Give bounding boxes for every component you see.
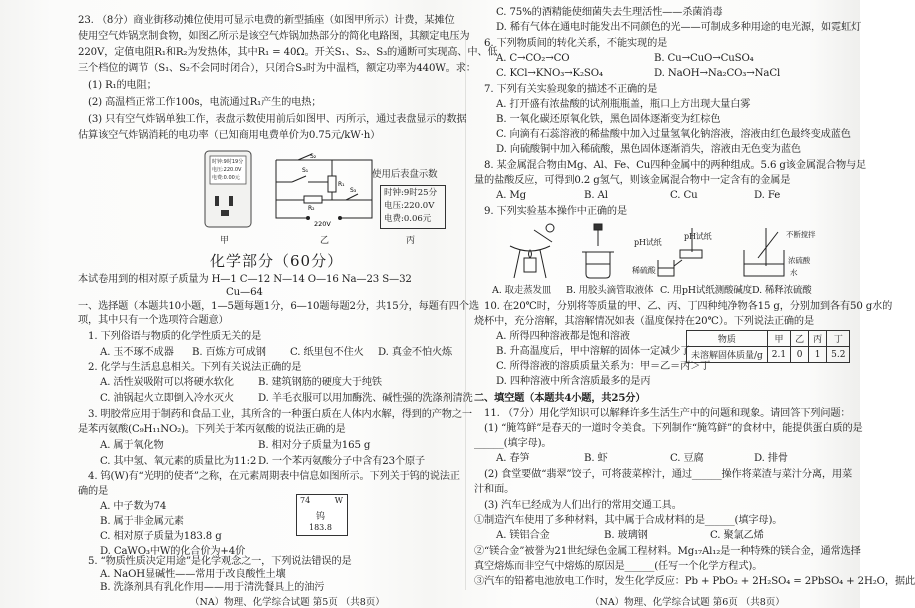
- q11-part1-stem: (1) “腌笃鲜”是春天的一道时令美食。下列制作“腌笃鲜”的食材中，能提供蛋白质的是: [484, 423, 863, 434]
- q1-option-a: A. 玉不琢不成器: [100, 347, 174, 358]
- q2-option-a: A. 活性炭吸附可以将硬水软化: [100, 377, 234, 388]
- table-cell-yi: 0: [791, 347, 809, 363]
- q11-part1-option-c: C. 豆腐: [670, 453, 704, 464]
- q10-solubility-table: [686, 330, 850, 363]
- q11-part3-stem: (3) 汽车已经成为人们出行的常用交通工具。: [484, 500, 682, 511]
- q11-part2-line-2: 汁和面。: [474, 484, 515, 495]
- q9-label-conc-acid: 浓硫酸: [788, 256, 811, 265]
- q2-stem: 2. 化学与生活息息相关。下列有关说法正确的是: [88, 362, 302, 373]
- q7-option-b: B. 一氧化碳还原氧化铁，黑色固体逐渐变为红棕色: [496, 114, 721, 125]
- q6-option-d: D. NaOH→Na₂CO₃→NaCl: [654, 68, 781, 79]
- q23-line-4: 三个档位的调节（S₁、S₂不会同时闭合），只闭合S₃时为中温档，额定功率为440W。求：: [78, 63, 476, 74]
- table-cell-ding: 5.2: [827, 347, 850, 363]
- element-name: 钨: [316, 512, 326, 522]
- q3-stem-2: 是苯丙氨酸(C₉H₁₁NO₂)。下列关于苯丙氨酸的说法正确的是: [78, 424, 346, 435]
- q11-part3-q3: ③汽车的铅蓄电池放电工作时，发生化学反应：Pb + PbO₂ + 2H₂SO₄ = 2PbSO₄ + 2H₂O，据此: [474, 576, 915, 587]
- q11-part3-option-b: B. 玻璃钢: [604, 530, 648, 541]
- q10-option-a: A. 所得四种溶液都是饱和溶液: [496, 331, 630, 342]
- q9-apparatus-b: [578, 222, 618, 280]
- q11-part3-q1: ①制造汽车使用了多种材料，其中属于合成材料的是______(填字母)。: [474, 515, 783, 526]
- after-readout-box: [380, 185, 446, 229]
- socket-screen-fee: 电费:0.00元: [212, 175, 240, 181]
- element-symbol: W: [334, 496, 343, 505]
- q3-option-d: D. 一个苯丙氨酸分子中含有23个原子: [258, 456, 426, 467]
- circuit-diagram: [268, 152, 380, 232]
- q7-option-d: D. 向硫酸铜中加入稀硫酸，黑色固体逐渐消失，溶液由无色变为蓝色: [496, 144, 801, 155]
- q11-part3-q2-line-2: 真空熔炼而非空气中熔炼的原因是______(任写一个化学方程式)。: [474, 561, 763, 572]
- q8-option-c: C. Cu: [670, 190, 698, 201]
- after-fee: 电费:0.06元: [384, 214, 432, 224]
- circuit-label-r1: R₁: [338, 181, 345, 188]
- atomic-mass-line-1: 本试卷用到的相对原子质量为 H—1 C—12 N—14 O—16 Na—23 S—32: [78, 274, 412, 285]
- q11-part1-option-a: A. 春笋: [496, 453, 530, 464]
- q23-line-1: 23. （8分）商业街移动摊位使用可显示电费的新型插座（如图甲所示）计费，某摊位: [78, 15, 455, 26]
- q4-option-c: C. 相对原子质量为183.8 g: [100, 531, 222, 542]
- circuit-label-s2: S₂: [310, 153, 317, 160]
- circuit-label-s1: S₁: [302, 167, 309, 174]
- q8-stem-2: 量的盐酸反应，可得到0.2 g氢气，则该金属混合物中一定含有的金属是: [474, 175, 791, 186]
- q3-stem-1: 3. 明胶常应用于制药和食品工业，其所含的一种蛋白质在人体内水解，得到的产物之一: [88, 409, 472, 420]
- q2-option-c: C. 油锅起火立即倒入冷水灭火: [100, 393, 234, 404]
- q3-option-a: A. 属于氧化物: [100, 440, 164, 451]
- table-cell-bing: 1: [809, 347, 827, 363]
- q8-option-d: D. Fe: [754, 190, 781, 201]
- q11-part1-option-b: B. 虾: [584, 453, 608, 464]
- q9-option-a: A. 取走蒸发皿: [492, 285, 552, 296]
- element-number: 74: [300, 496, 311, 505]
- q9-label-water: 水: [790, 268, 798, 277]
- q23-part-3: (3) 只有空气炸锅单独工作，表盘示数使用前后如图甲、丙所示，通过表盘显示的数据: [88, 114, 467, 125]
- circuit-label-voltage: 220V: [314, 220, 331, 228]
- after-voltage: 电压:220.0V: [384, 201, 435, 211]
- q10-stem-2: 烧杯中，充分溶解，其溶解情况如表（温度保持在20℃）。下列说法正确的是: [474, 316, 815, 327]
- q9-apparatus-a: [500, 222, 560, 280]
- fig-label-jia: 甲: [220, 236, 229, 246]
- circuit-label-s3: S₃: [350, 187, 357, 194]
- q10-option-b: B. 升高温度后，甲中溶解的固体一定减少了: [496, 346, 691, 357]
- q2-option-d: D. 羊毛衣服可以用加酶洗、碱性强的洗涤剂清洗: [258, 393, 473, 404]
- q4-stem-2: 确的是: [78, 486, 109, 497]
- q7-stem: 7. 下列有关实验现象的描述不正确的是: [484, 84, 658, 95]
- q9-option-c: C. 用pH试纸测酸碱度: [660, 285, 753, 296]
- section1-line-2: 项，其中只有一个选项符合题意）: [78, 315, 229, 326]
- q23-line-2: 使用空气炸锅烹制食物，如图乙所示是该空气炸锅加热部分的简化电路图，其额定电压为: [78, 31, 470, 42]
- q4-option-b: B. 属于非金属元素: [100, 516, 184, 527]
- q11-part1-option-d: D. 排骨: [754, 453, 788, 464]
- section1-line-1: 一、选择题（本题共10小题，1—5题每题1分，6—10题每题2分，共15分，每题有四个选: [78, 301, 479, 312]
- q11-part3-option-a: A. 镁铝合金: [496, 530, 550, 541]
- left-page-footer: （NA）物理、化学综合试题 第5页 （共8页）: [190, 597, 385, 608]
- q9-option-b: B. 用胶头滴管取液体: [566, 285, 654, 296]
- right-page: [474, 0, 915, 608]
- q11-stem: 11. （7分）用化学知识可以解释许多生活生产中的问题和现象。请回答下列问题：: [484, 408, 851, 419]
- q9-stem: 9. 下列实验基本操作中正确的是: [484, 206, 627, 217]
- q4-stem-1: 4. 钨(W)有“光明的使者”之称，在元素周期表中信息如图所示。下列关于钨的说法正: [88, 471, 460, 482]
- socket-screen-time: 时钟:9时19分: [212, 159, 244, 165]
- q11-part3-q2-line-1: ②“镁合金”被誉为21世纪绿色金属工程材料。Mg₁₇Al₁₂是一种特殊的镁合金，通常选择: [474, 546, 861, 557]
- q6-option-a: A. C→CO₂→CO: [496, 53, 570, 64]
- q9-label-dilute-acid: 稀硫酸: [632, 266, 656, 275]
- q10-stem-1: 10. 在20℃时，分别将等质量的甲、乙、丙、丁四种纯净物各15 g，分别加到各有50 g水的: [484, 301, 893, 312]
- q6-stem: 6. 下列物质间的转化关系，不能实现的是: [484, 38, 668, 49]
- q9-label-ph-paper-2: pH试纸: [684, 232, 712, 241]
- table-cell-jia: 2.1: [767, 347, 790, 363]
- q5-option-a: A. NaOH显碱性——常用于改良酸性土壤: [100, 569, 286, 580]
- after-box-caption: 使用后表盘示数: [372, 169, 438, 180]
- q9-option-d: D. 稀释浓硫酸: [752, 285, 812, 296]
- q23-part-1: (1) R₁的电阻；: [88, 80, 157, 91]
- q7-option-a: A. 打开盛有浓盐酸的试剂瓶瓶盖，瓶口上方出现大量白雾: [496, 99, 751, 110]
- q11-part2-line-1: (2) 食堂要做“翡翠”饺子，可将菠菜榨汁，通过______操作将菜渣与菜汁分离，用菜: [484, 469, 853, 480]
- q3-option-b: B. 相对分子质量为165 g: [258, 440, 371, 451]
- q23-part-2: (2) 高温档正常工作100s，电流通过R₁产生的电热；: [88, 97, 322, 108]
- q8-option-a: A. Mg: [496, 190, 527, 201]
- q1-option-d: D. 真金不怕火炼: [378, 347, 453, 358]
- q8-option-b: B. Al: [584, 190, 608, 201]
- q6-option-c: C. KCl→KNO₃→K₂SO₄: [496, 68, 603, 79]
- chemistry-title: 化学部分（60分）: [210, 252, 344, 270]
- q9-label-ph-paper: pH试纸: [634, 238, 662, 247]
- q5-option-d: D. 稀有气体在通电时能发出不同颜色的光——可制成多种用途的电光源，如霓虹灯: [496, 22, 862, 33]
- q1-stem: 1. 下列俗语与物质的化学性质无关的是: [88, 331, 262, 342]
- table-row: [687, 347, 850, 363]
- after-time: 时钟:9时25分: [384, 188, 438, 198]
- q23-part-3-cont: 估算该空气炸锅消耗的电功率（已知商用电费单价为0.75元/kW·h）: [78, 130, 381, 141]
- fig-label-yi: 乙: [320, 236, 329, 246]
- element-mass: 183.8: [309, 523, 332, 532]
- q10-option-c: C. 所得溶液的溶质质量关系为：甲＝乙＝丙＞丁: [496, 361, 711, 372]
- q11-part1-blank: ______(填字母)。: [474, 438, 552, 449]
- right-page-footer: （NA）物理、化学综合试题 第6页 （共8页）: [590, 597, 785, 608]
- circuit-label-r2: R₂: [308, 205, 315, 212]
- section2-heading: 二、填空题（本题共4小题，共25分）: [474, 392, 646, 404]
- socket-screen-voltage: 电压:220.0V: [212, 167, 242, 173]
- q4-option-d: D. CaWO₃中W的化合价为+4价: [100, 546, 246, 557]
- q23-line-3: 220V，定值电阻R₁和R₂为发热体，其中R₁ = 40Ω。开关S₁、S₂、S₃的通断可实现高、中、低: [78, 47, 498, 58]
- socket-figure: [204, 150, 252, 228]
- q5-option-b: B. 洗涤剂具有乳化作用——用于清洗餐具上的油污: [100, 582, 325, 593]
- table-header-bing: 丙: [809, 331, 827, 347]
- q2-option-b: B. 建筑钢筋的硬度大于纯铁: [258, 377, 382, 388]
- table-row: [687, 331, 850, 347]
- element-cell-tungsten: [296, 494, 348, 536]
- q1-option-b: B. 百炼方可成钢: [192, 347, 266, 358]
- table-header-ding: 丁: [827, 331, 850, 347]
- q1-option-c: C. 纸里包不住火: [290, 347, 364, 358]
- q8-stem-1: 8. 某金属混合物由Mg、Al、Fe、Cu四种金属中的两种组成。5.6 g该金属混合物与足: [484, 160, 867, 171]
- q5-stem: 5. “物质性质决定用途”是化学观念之一，下列说法错误的是: [88, 556, 352, 567]
- q4-option-a: A. 中子数为74: [100, 501, 167, 512]
- q7-option-c: C. 向滴有石蕊溶液的稀盐酸中加入过量氢氧化钠溶液，溶液由红色最终变成蓝色: [496, 129, 851, 140]
- table-header-yi: 乙: [791, 331, 809, 347]
- q9-label-stir: 不断搅拌: [786, 230, 816, 239]
- fig-label-bing: 丙: [406, 236, 415, 246]
- table-header-substance: 物质: [687, 331, 768, 347]
- q3-option-c: C. 其中氢、氧元素的质量比为11:2: [100, 456, 257, 467]
- q10-option-d: D. 四种溶液中所含溶质最多的是丙: [496, 376, 651, 387]
- q11-part3-option-c: C. 聚氯乙烯: [710, 530, 764, 541]
- atomic-mass-line-2: Cu—64: [226, 287, 263, 298]
- table-cell-label: 未溶解固体质量/g: [687, 347, 768, 363]
- table-header-jia: 甲: [767, 331, 790, 347]
- q5-option-c: C. 75%的酒精能使细菌失去生理活性——杀菌消毒: [496, 7, 723, 18]
- q6-option-b: B. Cu→CuO→CuSO₄: [654, 53, 754, 64]
